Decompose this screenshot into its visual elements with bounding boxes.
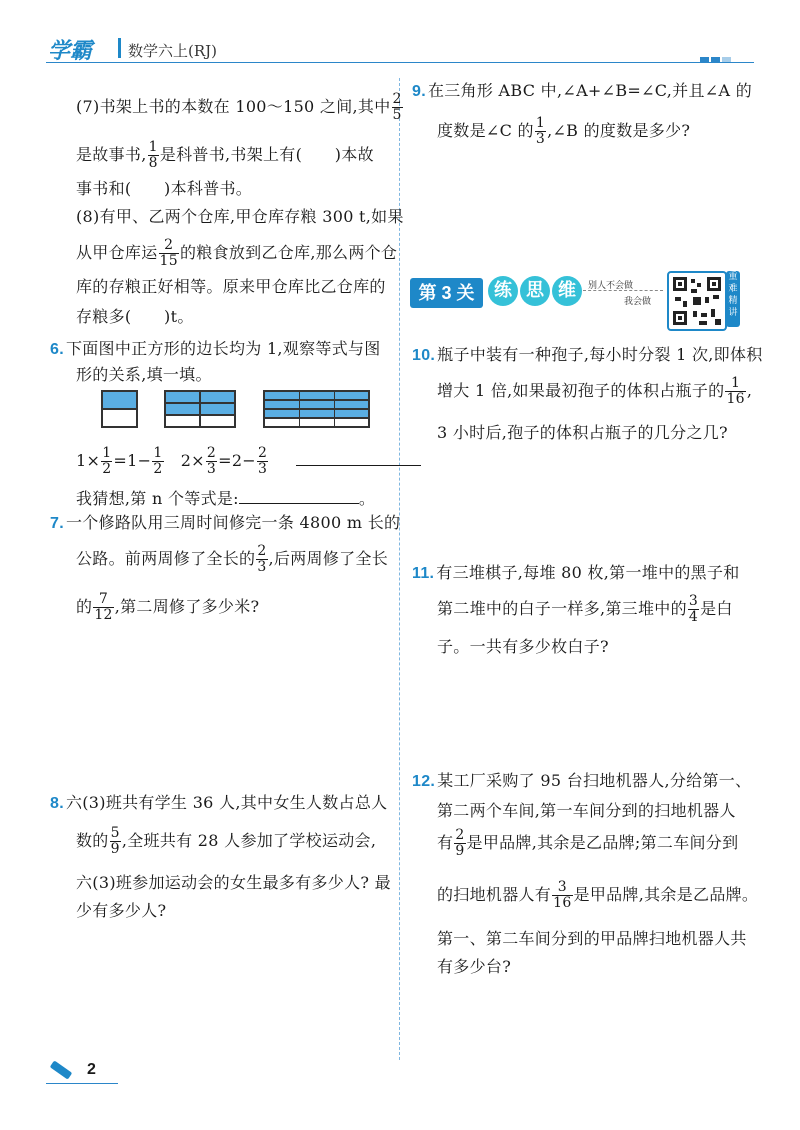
q10-line2: 增大 1 倍,如果最初孢子的体积占瓶子的 $\frac{1}{16}$ ,: [437, 375, 753, 407]
footer-rule: [46, 1083, 118, 1084]
q11-line1: 11. 有三堆棋子,每堆 80 枚,第一堆中的黑子和: [412, 563, 740, 582]
fraction: $\frac{2}{5}$: [392, 91, 402, 123]
q8-line3: 六(3)班参加运动会的女生最多有多少人? 最: [76, 873, 391, 892]
q5-8-line4: 存粮多( )t。: [76, 307, 194, 326]
qr-code[interactable]: [667, 271, 727, 331]
q12-line6: 有多少台?: [437, 957, 512, 976]
q8-line2: 数的 $\frac{5}{9}$ ,全班共有 28 人参加了学校运动会,: [76, 825, 377, 857]
q10-line1: 10. 瓶子中装有一种孢子,每小时分裂 1 次,即体积: [412, 345, 763, 364]
qr-label: 重难精讲: [726, 271, 740, 327]
q7-line3: 的 $\frac{7}{12}$ ,第二周修了多少米?: [76, 591, 260, 623]
level-char-2: 思: [520, 276, 550, 306]
square-figure-1: [101, 390, 138, 428]
q5-8-line2: 从甲仓库运 $\frac{2}{15}$ 的粮食放到乙仓库,那么两个仓: [76, 237, 398, 269]
q12-line4: 的扫地机器人有 $\frac{3}{16}$ 是甲品牌,其余是乙品牌。: [437, 879, 759, 911]
q6-line2: 形的关系,填一填。: [76, 365, 212, 384]
q12-line2: 第二两个车间,第一车间分到的扫地机器人: [437, 801, 736, 820]
square-figure-2: [164, 390, 236, 428]
q5-7-line1: (7)书架上书的本数在 100～150 之间,其中 $\frac{2}{5}$: [76, 91, 402, 123]
answer-blank[interactable]: [296, 451, 421, 466]
level-tag-2: 我会做: [624, 297, 652, 307]
level-tag-1: 别人不会做: [588, 281, 634, 291]
q5-7-line3: 事书和( )本科普书。: [76, 179, 253, 198]
square-figure-3: [263, 390, 370, 428]
page-number: 2: [87, 1061, 96, 1078]
q8-line4: 少有多少人?: [76, 901, 167, 920]
qr-code-icon: [669, 273, 725, 329]
q11-line3: 子。一共有多少枚白子?: [437, 637, 609, 656]
q12-line3: 有 $\frac{2}{9}$ 是甲品牌,其余是乙品牌;第二车间分到: [437, 827, 739, 859]
level-tag-rule: [583, 290, 663, 291]
level-badge: 第 3 关: [410, 278, 483, 308]
subject-title: 数学六上(RJ): [128, 42, 218, 60]
q6-line1: 6. 下面图中正方形的边长均为 1,观察等式与图: [50, 339, 381, 358]
q12-line5: 第一、第二车间分到的甲品牌扫地机器人共: [437, 929, 747, 948]
pencil-icon: [50, 1060, 73, 1079]
q5-8-line1: (8)有甲、乙两个仓库,甲仓库存粮 300 t,如果: [76, 207, 404, 226]
level-char-3: 维: [552, 276, 582, 306]
fraction: $\frac{2}{15}$: [159, 237, 178, 269]
header-decoration: [700, 48, 733, 67]
q9-line1: 9. 在三角形 ABC 中,∠A+∠B=∠C,并且∠A 的: [412, 81, 753, 100]
q11-line2: 第二堆中的白子一样多,第三堆中的 $\frac{3}{4}$ 是白: [437, 593, 733, 625]
q9-line2: 度数是∠C 的 $\frac{1}{3}$ ,∠B 的度数是多少?: [437, 115, 691, 147]
q7-line1: 7. 一个修路队用三周时间修完一条 4800 m 长的: [50, 513, 401, 532]
answer-blank[interactable]: [239, 489, 359, 504]
q10-line3: 3 小时后,孢子的体积占瓶子的几分之几?: [437, 423, 728, 442]
q6-equations: 1× $\frac{1}{2}$ =1− $\frac{1}{2}$ 2× $\frac{2}{3}$ =2− $\frac{2}{3}$: [76, 446, 421, 477]
q7-line2: 公路。前两周修了全长的 $\frac{2}{3}$ ,后两周修了全长: [76, 543, 389, 575]
q5-8-line3: 库的存粮正好相等。原来甲仓库比乙仓库的: [76, 277, 386, 296]
level-char-1: 练: [488, 276, 518, 306]
q5-7-line2: 是故事书, $\frac{1}{8}$ 是科普书,书架上有( )本故: [76, 139, 374, 171]
brand-logo: 学霸: [48, 38, 93, 63]
q12-line1: 12. 某工厂采购了 95 台扫地机器人,分给第一、: [412, 771, 752, 790]
fraction: $\frac{1}{8}$: [148, 139, 158, 171]
header-rule: [46, 62, 754, 63]
q8-line1: 8. 六(3)班共有学生 36 人,其中女生人数占总人: [50, 793, 388, 812]
q6-guess: 我猜想,第 n 个等式是: 。: [76, 489, 376, 508]
logo-separator: [118, 38, 121, 58]
